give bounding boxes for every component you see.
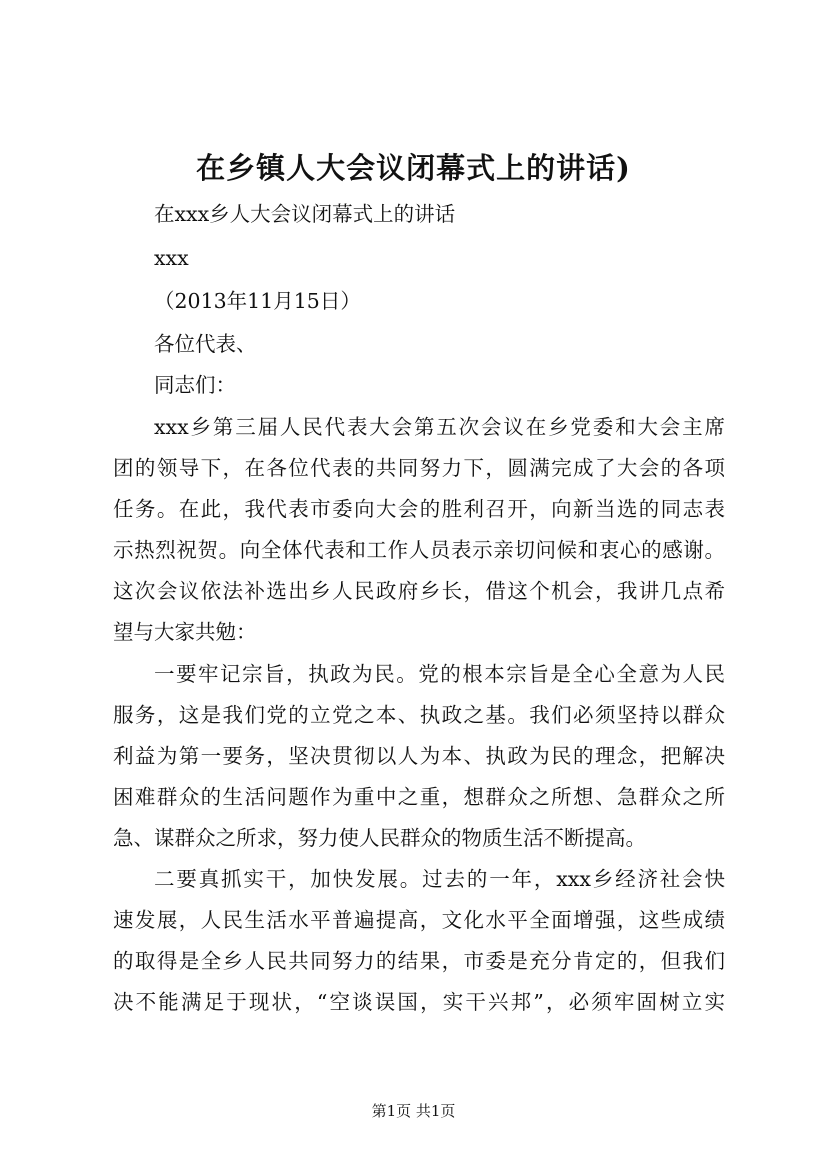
paragraph-line: 示热烈祝贺。向全体代表和工作人员表示亲切问候和衷心的感谢。 [113,538,725,562]
salutation-line: 各位代表、 [154,332,257,356]
paragraph-line: 这次会议依法补选出乡人民政府乡长，借这个机会，我讲几点希 [113,579,725,603]
paragraph-line: 二要真抓实干，加快发展。过去的一年，xxx乡经济社会快 [154,867,725,891]
paragraph-line: 利益为第一要务，坚决贯彻以人为本、执政为民的理念，把解决 [113,744,725,768]
paragraph-line: 决不能满足于现状，“空谈误国，实干兴邦”，必须牢固树立实 [113,990,725,1014]
paragraph-line: 任务。在此，我代表市委向大会的胜利召开，向新当选的同志表 [113,497,725,521]
paragraph-line: xxx乡第三届人民代表大会第五次会议在乡党委和大会主席 [154,415,725,439]
paragraph-line: 服务，这是我们党的立党之本、执政之基。我们必须坚持以群众 [113,703,725,727]
salutation-line: 同志们： [154,373,236,397]
speech-subtitle: 在xxx乡人大会议闭幕式上的讲话 [154,202,456,226]
paragraph-line: 困难群众的生活问题作为重中之重，想群众之所想、急群众之所 [113,785,725,809]
paragraph-line: 急、谋群众之所求，努力使人民群众的物质生活不断提高。 [113,826,646,850]
page-footer: 第1页 共1页 [371,1102,456,1120]
document-title: 在乡镇人大会议闭幕式上的讲话) [196,151,631,185]
paragraph-line: 一要牢记宗旨，执政为民。党的根本宗旨是全心全意为人民 [154,662,725,686]
speaker-name: xxx [154,246,189,270]
speech-date: （2013年11月15日） [154,289,361,313]
paragraph-line: 的取得是全乡人民共同努力的结果，市委是充分肯定的，但我们 [113,949,725,973]
paragraph-line: 速发展，人民生活水平普遍提高，文化水平全面增强，这些成绩 [113,908,725,932]
paragraph-line: 团的领导下，在各位代表的共同努力下，圆满完成了大会的各项 [113,456,725,480]
paragraph-line: 望与大家共勉： [113,620,257,644]
